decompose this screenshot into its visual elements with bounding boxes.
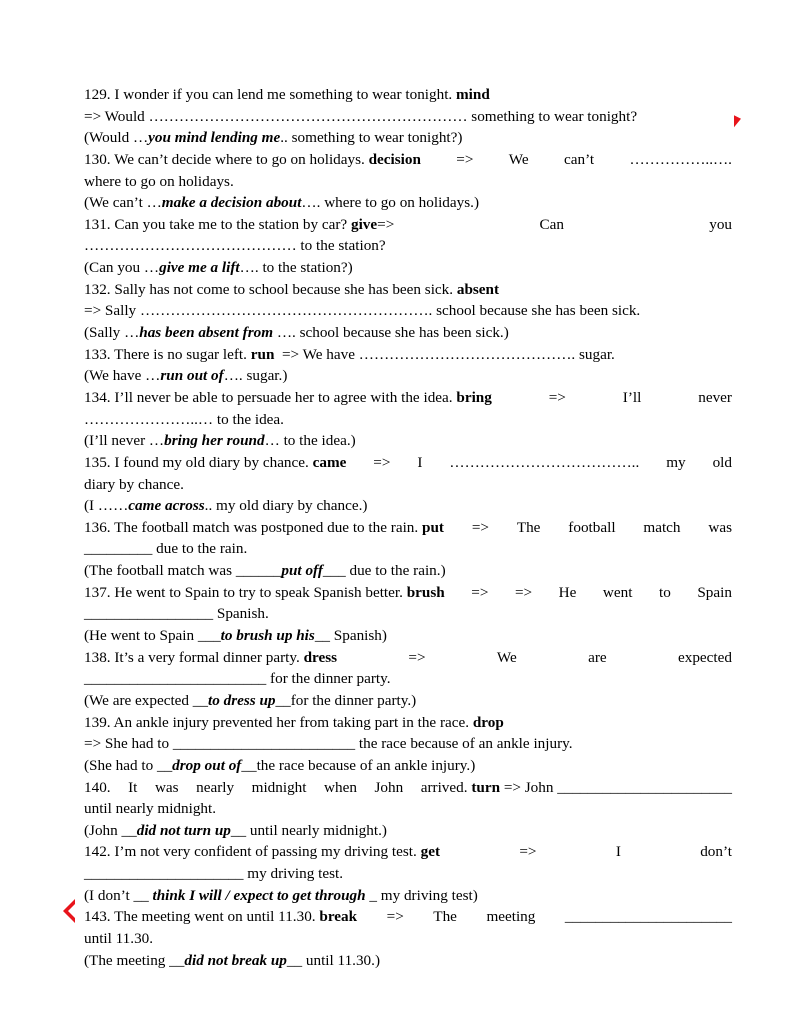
answer-132: (Sally …has been absent from …. school because she has been sick.) — [84, 324, 509, 342]
answer-133: (We have …run out of…. sugar.) — [84, 367, 288, 385]
answer-text: run out of — [160, 367, 224, 385]
question-137: 137. He went to Spain to try to speak Spanish better. brush => => He went to Spain — [84, 583, 732, 601]
exercise-document — [84, 84, 732, 971]
answer-134: (I’ll never …bring her round… to the idea.) — [84, 432, 356, 450]
prompt-line: ________________________ for the dinner party. — [84, 670, 391, 688]
keyword: get — [420, 843, 441, 861]
answer-text: came across — [128, 497, 205, 515]
answer-text: to brush up his — [220, 627, 315, 645]
keyword: bring — [456, 388, 492, 406]
answer-text: give me a lift — [159, 259, 240, 277]
prompt-line: => She had to ________________________ the race because of an ankle injury. — [84, 735, 573, 753]
prompt-line: _________ due to the rain. — [84, 540, 248, 558]
prompt-line: _____________________ my driving test. — [84, 865, 344, 883]
keyword: came — [312, 453, 347, 471]
answer-text: drop out of — [172, 756, 242, 774]
prompt-line: diary by chance. — [84, 475, 184, 493]
red-triangle-right-icon — [734, 113, 741, 128]
keyword: decision — [368, 150, 421, 168]
answer-140: (John __did not turn up__ until nearly midnight.) — [84, 821, 387, 839]
keyword: put — [422, 518, 444, 536]
answer-text: did not break up — [184, 951, 287, 969]
answer-139: (She had to __drop out of__the race because of an ankle injury.) — [84, 756, 476, 774]
question-129: 129. I wonder if you can lend me something to wear tonight. mind — [84, 86, 490, 103]
question-131: 131. Can you take me to the station by car? give=> Can you — [84, 215, 732, 233]
keyword: dress — [303, 648, 338, 666]
question-133: 133. There is no sugar left. run => We have ……………………………………. sugar. — [84, 345, 615, 363]
answer-text: has been absent from — [139, 324, 274, 342]
answer-text: make a decision about — [161, 194, 302, 212]
answer-142: (I don’t __ think I will / expect to get through _ my driving test) — [84, 886, 478, 904]
question-139: 139. An ankle injury prevented her from taking part in the race. drop — [84, 713, 504, 731]
question-136: 136. The football match was postponed due to the rain. put => The football match was — [84, 518, 732, 536]
answer-136: (The football match was ______put off___ due to the rain.) — [84, 562, 446, 580]
answer-135: (I ……came across.. my old diary by chance.) — [84, 497, 368, 515]
question-130: 130. We can’t decide where to go on holidays. decision => We can’t ……………..…. — [84, 150, 732, 168]
red-chevron-left-icon — [62, 898, 76, 924]
question-140: 140. It was nearly midnight when John arrived. turn => John _______________________ — [84, 778, 732, 796]
keyword: drop — [472, 713, 504, 731]
question-135: 135. I found my old diary by chance. came => I ……………………………….. my old — [84, 453, 732, 471]
prompt-line: until nearly midnight. — [84, 800, 217, 818]
question-132: 132. Sally has not come to school because she has been sick. absent — [84, 280, 500, 298]
question-142: 142. I’m not very confident of passing my driving test. get => I don’t — [84, 843, 732, 861]
prompt-line: …………………..… to the idea. — [84, 410, 284, 428]
keyword: absent — [456, 280, 500, 298]
answer-text: bring her round — [164, 432, 265, 450]
answer-text: to dress up — [208, 691, 276, 709]
answer-text: you mind lending me — [148, 129, 281, 147]
answer-text: think I will / expect to get through — [152, 886, 366, 904]
answer-text: did not turn up — [136, 821, 231, 839]
keyword: brush — [406, 583, 445, 601]
prompt-line: => Would ……………………………………………………… something to wear tonight? — [84, 107, 638, 125]
answer-131: (Can you …give me a lift…. to the station?) — [84, 259, 353, 277]
keyword: give — [350, 215, 378, 233]
prompt-line: where to go on holidays. — [84, 172, 234, 190]
answer-130: (We can’t …make a decision about…. where to go on holidays.) — [84, 194, 479, 212]
answer-129: (Would …you mind lending me.. something to wear tonight?) — [84, 129, 463, 147]
keyword: turn — [471, 778, 501, 796]
question-134: 134. I’ll never be able to persuade her to agree with the idea. bring => I’ll never — [84, 388, 732, 406]
keyword: mind — [456, 86, 490, 103]
answer-138: (We are expected __to dress up__for the dinner party.) — [84, 691, 417, 709]
prompt-line: => Sally …………………………………………………. school because she has been sick. — [84, 302, 641, 320]
answer-143: (The meeting __did not break up__ until 11.30.) — [84, 951, 380, 969]
answer-137: (He went to Spain ___to brush up his__ Spanish) — [84, 627, 387, 645]
answer-text: put off — [281, 562, 323, 580]
keyword: break — [319, 908, 358, 926]
question-143: 143. The meeting went on until 11.30. break => The meeting ______________________ — [84, 908, 732, 926]
keyword: run — [250, 345, 275, 363]
prompt-line: until 11.30. — [84, 929, 154, 947]
prompt-line: _________________ Spanish. — [84, 605, 269, 623]
question-138: 138. It’s a very formal dinner party. dress => We are expected — [84, 648, 732, 666]
prompt-line: …………………………………… to the station? — [84, 237, 386, 255]
